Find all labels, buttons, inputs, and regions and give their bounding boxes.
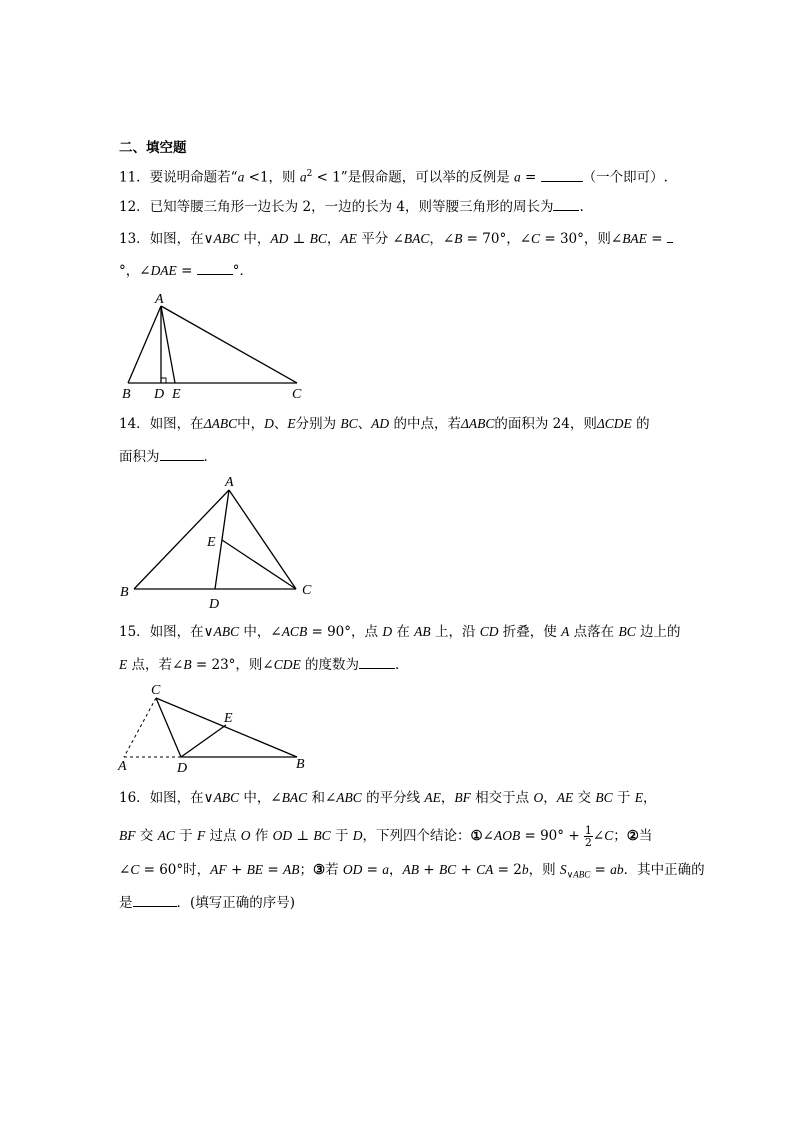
fig14-label-d: D: [209, 597, 220, 612]
fig14-label-e: E: [207, 535, 216, 550]
question-13-line2: °，∠DAE = °．: [119, 263, 253, 279]
fig15-label-c: C: [151, 683, 161, 698]
q13-number: 13．: [119, 231, 150, 247]
conclusion-marker-3: ③: [312, 862, 326, 878]
fig14-label-c: C: [302, 583, 312, 598]
fig15-label-d: D: [177, 761, 188, 776]
q11-number: 11．: [119, 169, 150, 186]
fig13-label-d: D: [154, 387, 165, 402]
answer-blank-16[interactable]: [133, 893, 177, 907]
fig14-label-a: A: [225, 475, 234, 490]
question-13-line1: 13．如图，在∨ABC 中，AD ⊥ BC，AE 平分 ∠BAC，∠B = 70°，∠C = 30°，则∠BAE =: [119, 229, 673, 248]
fig15-segment-de: [181, 725, 226, 757]
fig13-label-c: C: [292, 387, 302, 402]
question-11: 11．要说明命题若“a <1，则 $a^2 < 1$”是假命题，可以举的反例是 a = （一个即可）.: [119, 169, 668, 186]
question-16-line1: 16．如图，在∨ABC 中，∠BAC 和∠ABC 的平分线 AE，BF 相交于点 O，AE 交 BC 于 E，: [119, 790, 657, 806]
fig13-label-e: E: [172, 387, 181, 402]
conclusion-marker-2: ②: [626, 828, 639, 844]
conclusion-marker-1: ①: [470, 828, 483, 844]
fig15-label-b: B: [296, 757, 305, 772]
q15-number: 15．: [119, 624, 150, 640]
q12-number: 12．: [119, 199, 150, 215]
fig15-label-e: E: [224, 711, 233, 726]
fraction-one-half: $\frac{1}{2}$: [584, 824, 592, 849]
question-16-line4: 是 ．(填写正确的序号): [119, 895, 296, 911]
question-14-line1: 14．如图，在ΔABC中，D、E分别为 BC、AD 的中点，若ΔABC的面积为 24，则ΔCDE 的: [119, 416, 650, 432]
fig13-label-a: A: [155, 292, 164, 307]
fig15-label-a: A: [118, 759, 127, 774]
fig14-label-b: B: [120, 585, 129, 600]
q16-number: 16．: [119, 790, 150, 806]
question-15-line2: E 点，若∠B = 23°，则∠CDE 的度数为 ．: [119, 657, 409, 673]
question-14-line2: 面积为 ．: [119, 449, 217, 465]
question-16-line2: BF 交 AC 于 F 过点 O 作 OD ⊥ BC 于 D，下列四个结论：①∠AOB = 90° + $\frac{1}{2}$ ∠C；②当: [119, 824, 653, 849]
question-16-line3: ∠C = 60°时，AF + BE = AB；③若 OD = a，AB + BC + CA = 2b，则 $S_{\vee ABC}$ = ab．其中正确的: [119, 862, 705, 880]
question-15-line1: 15．如图，在∨ABC 中，∠ACB = 90°，点 D 在 AB 上，沿 CD 折叠，使 A 点落在 BC 边上的: [119, 624, 681, 640]
question-12: 12．已知等腰三角形一边长为 2，一边的长为 4，则等腰三角形的周长为 .: [119, 199, 584, 215]
fig15-dashed-ca: [124, 698, 156, 757]
fig13-label-b: B: [122, 387, 131, 402]
section-title: 二、填空题: [119, 140, 187, 156]
q14-number: 14．: [119, 416, 150, 432]
